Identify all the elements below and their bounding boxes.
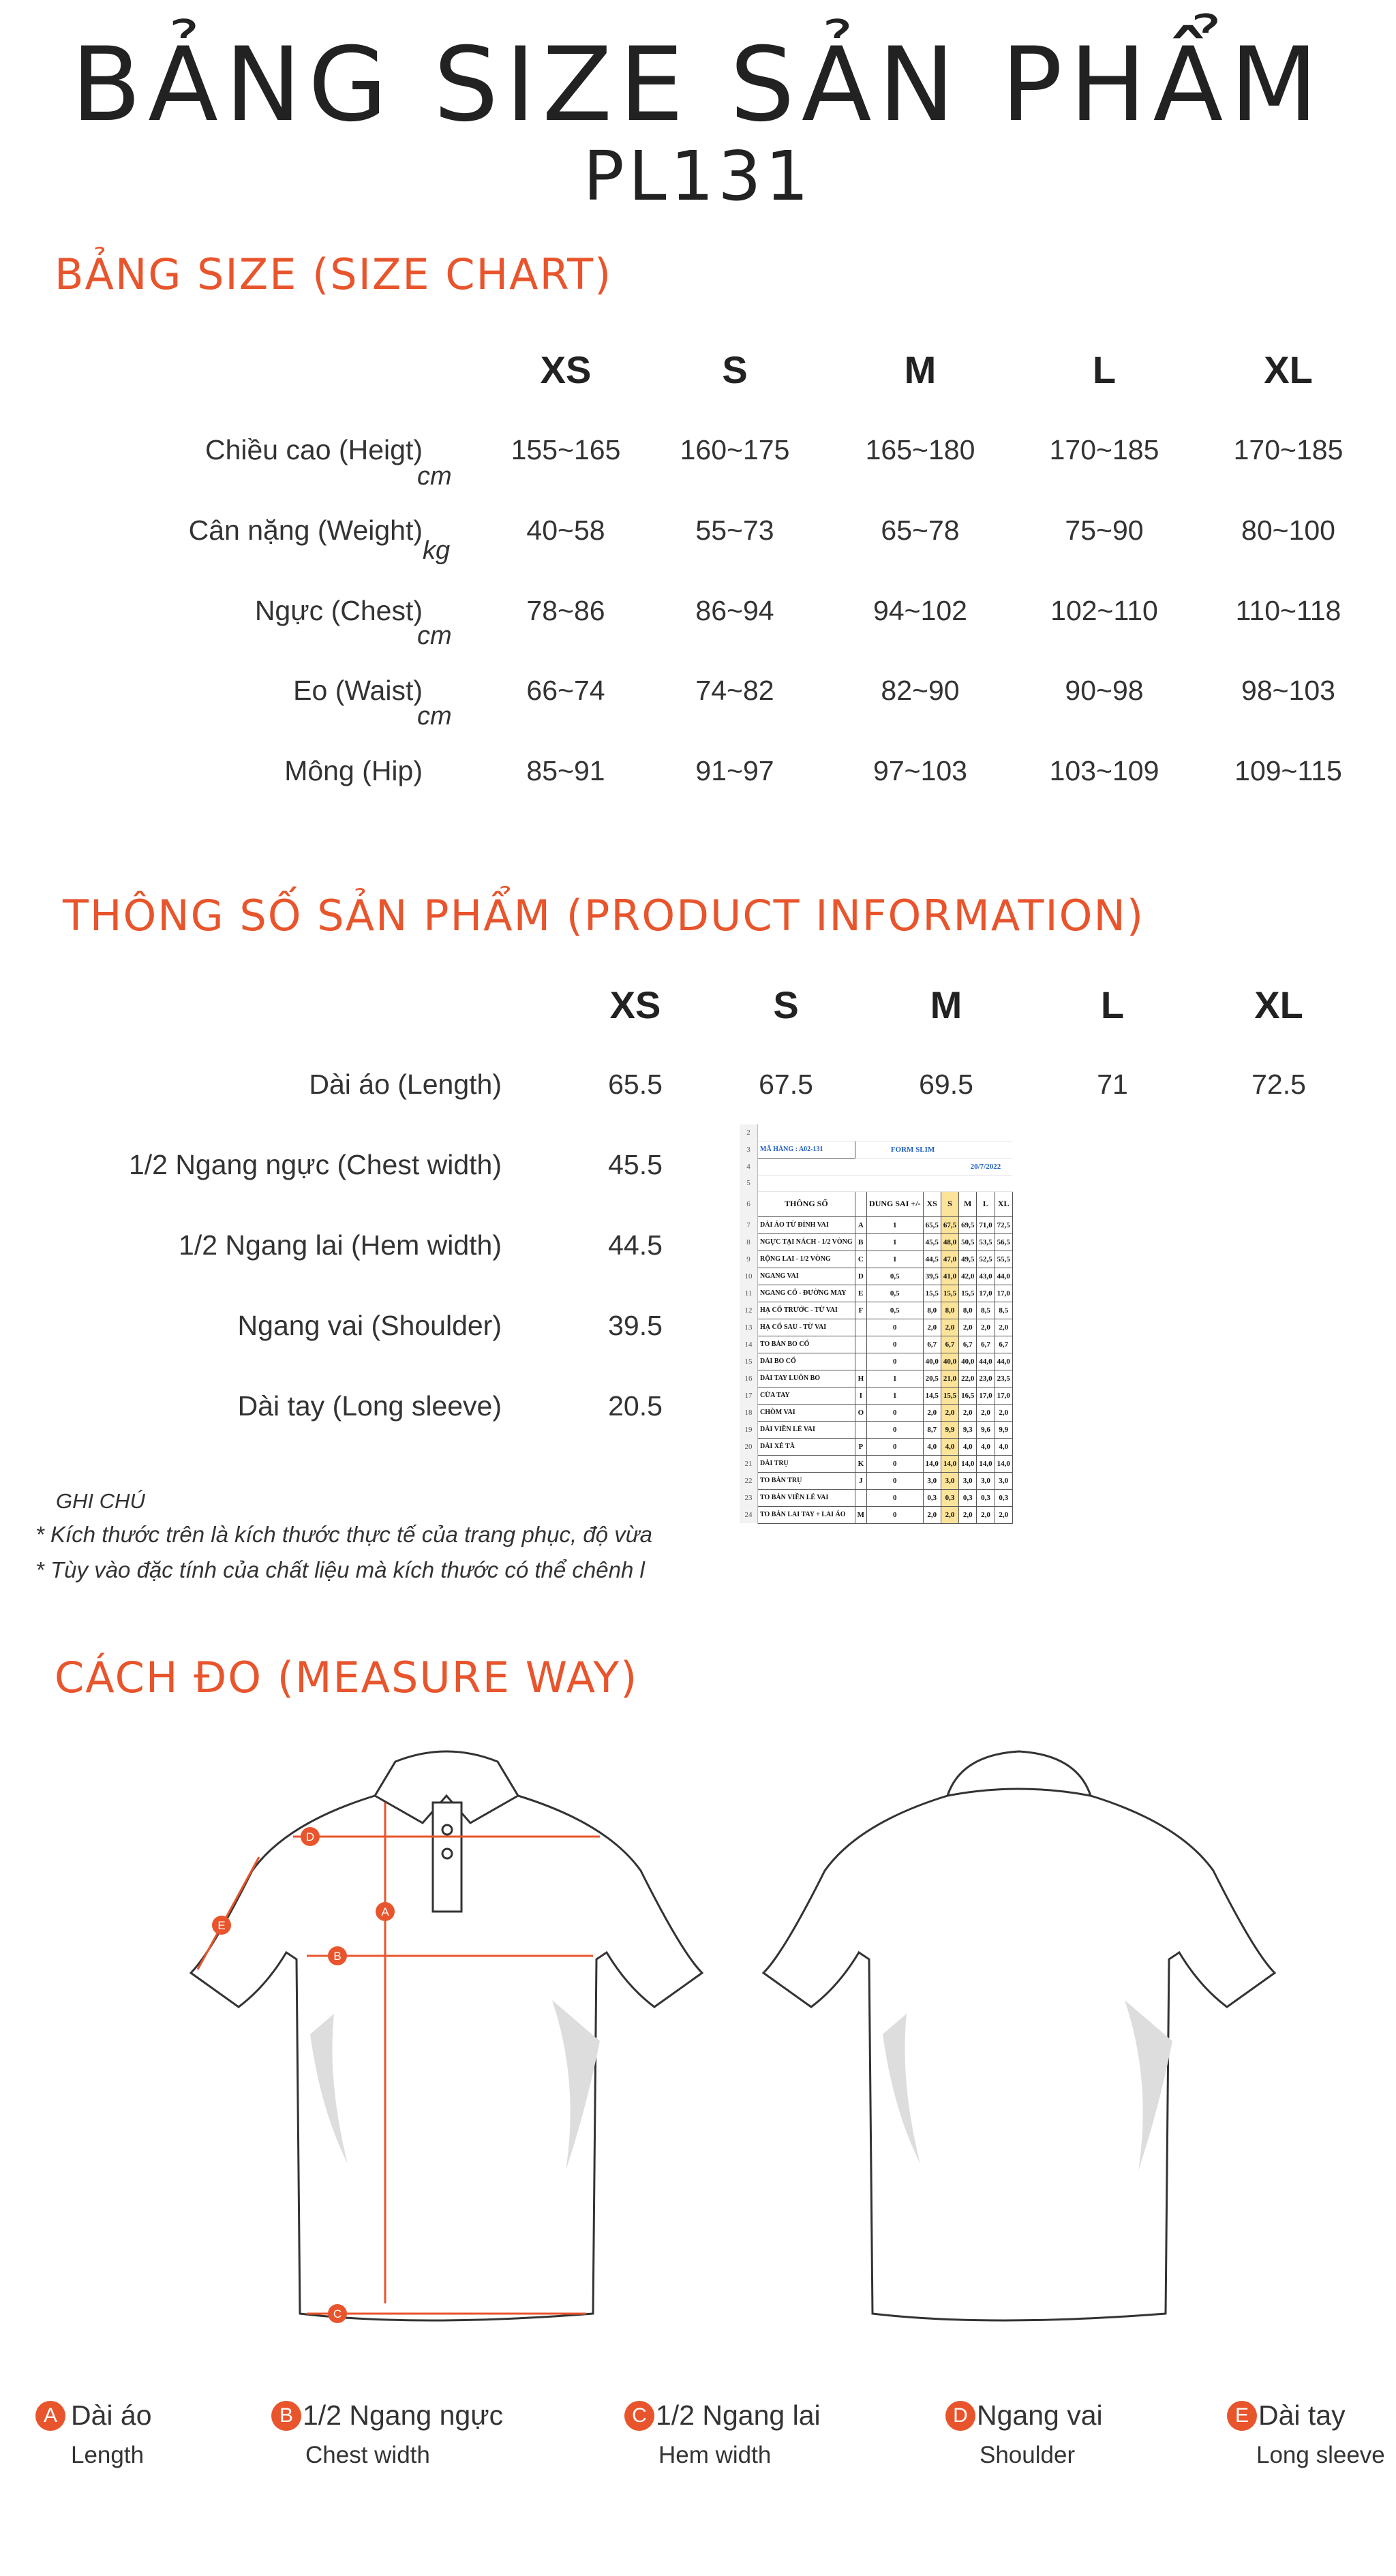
sheet-cell: 0 [867,1472,924,1489]
sheet-cell: 1 [867,1251,924,1268]
sheet-row-number: 22 [740,1472,758,1489]
info-cell: 20.5 [608,1390,663,1422]
sheet-cell: TO BẢN VIỀN LÉ VAI [758,1489,855,1506]
sheet-row [740,1472,1012,1489]
page-title: BẢNG SIZE SẢN PHẨM [71,26,1325,144]
legend-sub: Hem width [658,2442,772,2468]
sheet-cell: 3,0 [995,1472,1012,1489]
sheet-cell: 44,0 [995,1353,1012,1370]
sheet-row [740,1216,1012,1233]
size-row-label: Eo (Waist) [293,675,423,706]
size-row-unit: kg [423,536,451,565]
sheet-cell: 2,0 [977,1506,995,1523]
sheet-cell: 2,0 [977,1404,995,1421]
sheet-cell: 6,7 [995,1336,1012,1353]
polo-diagram [170,1728,1295,2341]
sheet-cell: C [855,1251,866,1268]
sheet-cell: 52,5 [977,1251,995,1268]
sheet-cell: 9,9 [995,1421,1012,1438]
sheet-cell: 47,0 [941,1251,958,1268]
sheet-ma-hang: MÃ HÀNG : A02-131 [758,1141,855,1158]
sheet-cell: 20,5 [923,1370,941,1387]
sheet-row-number: 9 [740,1251,758,1268]
sheet-cell: 0,3 [995,1489,1012,1506]
sheet-cell: 14,0 [995,1455,1012,1472]
sheet-cell: 4,0 [941,1438,958,1455]
sheet-header-cell: XS [923,1191,941,1216]
sheet-header-cell: XL [995,1191,1012,1216]
spreadsheet-table: 2 3 MÃ HÀNG : A02-131 FORM SLIM 4 20/7/2022 5 6 THÔNG SỐ DUNG SAI +/- XS S M L XL 7 DÀI ÁO TỪ ĐỈNH VAI A 1 65,5 67,5 69,5 71,0 72,5 8 NGỰC TẠI NÁCH - 1/2 VÒNG B 1 45,5 48,0 50,5 53,5 56,5 9 RỘNG LAI - 1/2 VÒNG C 1 44,5 47,0 49,5 52,5 55,5 10 NGANG VAI D 0,5 39,5 41,0 42,0 43,0 44,0 11 NGANG CỔ - ĐƯỜNG MAY E 0,5 15,5 15,5 15,5 17,0 17,0 12 HẠ CỔ TRƯỚC - TỪ VAI F 0,5 8,0 8,0 8,0 8,5 8,5 13 HẠ CỔ SAU - TỪ VAI 0 2,0 2,0 2,0 2,0 2,0 14 TO BẢN BO CỔ 0 6,7 6,7 6,7 6,7 6,7 15 DÀI BO CỔ 0 40,0 40,0 40,0 44,0 44,0 16 DÀI TAY LUÔN BO H 1 20,5 21,0 22,0 23,0 23,5 17 CỬA TAY I 1 14,5 15,5 16,5 17,0 17,0 18 CHÒM VAI O 0 2,0 2,0 2,0 2,0 2,0 19 DÀI VIỀN LÉ VAI 0 8,7 9,9 9,3 9,6 9,9 20 DÀI XẺ TÀ P 0 4,0 4,0 4,0 4,0 4,0 21 DÀI TRỤ K 0 14,0 14,0 14,0 14,0 14,0 22 TO BẢN TRỤ J 0 3,0 3,0 3,0 3,0 3,0 23 TO BẢN VIỀN LÉ VAI 0 0,3 0,3 0,3 0,3 0,3 24 TO BẢN LAI TAY + LAI ÁO M 0 2,0 2,0 2,0 2,0 2,0 [740,1124,1013,1524]
svg-text:B: B [333,1950,342,1963]
sheet-cell: 2,0 [923,1404,941,1421]
sheet-cell: 0 [867,1353,924,1370]
sheet-cell [855,1353,866,1370]
info-cell: 45.5 [608,1149,663,1180]
sheet-header-cell [855,1191,866,1216]
sheet-cell: 2,0 [959,1404,977,1421]
size-row-label: Ngực (Chest) [254,595,423,626]
measure-heading: CÁCH ĐO (MEASURE WAY) [55,1653,639,1702]
sheet-cell: 42,0 [959,1268,977,1285]
sheet-cell: 17,0 [977,1387,995,1404]
info-cell: 44.5 [608,1229,663,1261]
sheet-cell: 2,0 [995,1404,1012,1421]
sheet-row-number: 16 [740,1370,758,1387]
sheet-row [740,1353,1012,1370]
sheet-cell: 16,5 [959,1387,977,1404]
sheet-cell: TO BẢN LAI TAY + LAI ÁO [758,1506,855,1523]
sheet-cell: 9,3 [959,1421,977,1438]
sheet-cell: 44,5 [923,1251,941,1268]
sheet-row-number: 13 [740,1319,758,1336]
legend-label: 1/2 Ngang ngực [303,2399,504,2431]
size-cell: 103~109 [1049,755,1159,786]
sheet-cell: DÀI ÁO TỪ ĐỈNH VAI [758,1216,855,1233]
note-line: * Tùy vào đặc tính của chất liệu mà kích thước có thể chênh l [35,1557,645,1582]
sheet-header-cell: DUNG SAI +/- [867,1191,924,1216]
sheet-cell: 2,0 [959,1506,977,1523]
sheet-cell: 2,0 [995,1319,1012,1336]
sheet-cell: 3,0 [941,1472,958,1489]
sheet-cell: TO BẢN TRỤ [758,1472,855,1489]
sheet-row-number: 23 [740,1489,758,1506]
sheet-cell: 43,0 [977,1268,995,1285]
sheet-cell: 0 [867,1489,924,1506]
sheet-cell: B [855,1233,866,1251]
size-cell: 55~73 [695,515,774,546]
sheet-cell: K [855,1455,866,1472]
sheet-cell: M [855,1506,866,1523]
size-cell: 160~175 [680,434,790,465]
legend-label: Dài tay [1258,2399,1346,2431]
sheet-cell: 22,0 [959,1370,977,1387]
sheet-form: FORM SLIM [867,1141,959,1158]
sheet-row-number: 12 [740,1302,758,1319]
size-cell: 155~165 [511,434,621,465]
info-cell: 39.5 [608,1310,663,1341]
size-cell: 65~78 [881,515,960,546]
sheet-cell: 9,6 [977,1421,995,1438]
sheet-cell: 3,0 [923,1472,941,1489]
sheet-cell: DÀI BO CỔ [758,1353,855,1370]
sheet-row-number: 24 [740,1506,758,1523]
sheet-row-number: 19 [740,1421,758,1438]
info-row-label: 1/2 Ngang ngực (Chest width) [128,1149,502,1180]
sheet-cell: H [855,1370,866,1387]
sheet-cell: 69,5 [959,1216,977,1233]
sheet-cell: 71,0 [977,1216,995,1233]
sheet-cell: 0 [867,1319,924,1336]
sheet-cell: 2,0 [923,1319,941,1336]
legend-badge-b: B [271,2401,301,2431]
info-header-s: S [773,983,799,1026]
info-cell: 67.5 [759,1069,813,1100]
sheet-cell: 4,0 [977,1438,995,1455]
sheet-cell: CHÒM VAI [758,1404,855,1421]
sheet-cell [855,1336,866,1353]
sheet-cell: RỘNG LAI - 1/2 VÒNG [758,1251,855,1268]
sheet-cell: 2,0 [923,1506,941,1523]
size-cell: 102~110 [1050,595,1158,626]
sheet-cell: 17,0 [995,1285,1012,1302]
sheet-cell: 8,0 [959,1302,977,1319]
info-cell: 72.5 [1251,1069,1306,1100]
sheet-cell: 0 [867,1336,924,1353]
product-code: PL131 [583,136,813,216]
sheet-cell: 45,5 [923,1233,941,1251]
sheet-cell: 0 [867,1506,924,1523]
size-cell: 170~185 [1049,434,1159,465]
sheet-cell: 15,5 [959,1285,977,1302]
size-cell: 40~58 [526,515,605,546]
size-row-unit: cm [417,702,452,731]
sheet-cell: HẠ CỔ SAU - TỪ VAI [758,1319,855,1336]
sheet-cell: 0,3 [941,1489,958,1506]
sheet-cell: 4,0 [923,1438,941,1455]
sheet-cell: DÀI XẺ TÀ [758,1438,855,1455]
sheet-cell: P [855,1438,866,1455]
sheet-cell [855,1489,866,1506]
svg-text:C: C [333,2307,342,2320]
legend-badge-d: D [945,2401,975,2431]
sheet-header-cell: L [977,1191,995,1216]
sheet-date: 20/7/2022 [959,1158,1013,1175]
size-row-label: Cân nặng (Weight) [188,515,423,546]
size-cell: 74~82 [695,675,774,706]
size-header-m: M [904,348,937,391]
sheet-cell: 21,0 [941,1370,958,1387]
size-cell: 86~94 [695,595,774,626]
sheet-cell: 17,0 [995,1387,1012,1404]
size-cell: 66~74 [526,675,605,706]
sheet-cell: 56,5 [995,1233,1012,1251]
sheet-cell: 15,5 [941,1387,958,1404]
size-row-label: Mông (Hip) [284,755,423,786]
size-cell: 97~103 [873,755,967,786]
sheet-cell: TO BẢN BO CỔ [758,1336,855,1353]
size-row-label: Chiều cao (Heigt) [204,434,423,465]
sheet-cell: DÀI TRỤ [758,1455,855,1472]
info-cell: 65.5 [608,1069,663,1100]
sheet-cell: NGỰC TẠI NÁCH - 1/2 VÒNG [758,1233,855,1251]
info-header-l: L [1100,983,1125,1026]
sheet-row-number: 7 [740,1216,758,1233]
size-header-xs: XS [540,348,592,391]
sheet-cell: 14,5 [923,1387,941,1404]
sheet-cell: 53,5 [977,1233,995,1251]
info-row-label: Dài áo (Length) [309,1069,502,1100]
sheet-row-number: 8 [740,1233,758,1251]
sheet-cell: 17,0 [977,1285,995,1302]
sheet-cell: A [855,1216,866,1233]
info-header-m: M [930,983,962,1026]
sheet-cell: 9,9 [941,1421,958,1438]
sheet-row [740,1268,1012,1285]
sheet-cell: NGANG VAI [758,1268,855,1285]
sheet-cell: 2,0 [977,1319,995,1336]
note-title: GHI CHÚ [56,1489,145,1513]
sheet-cell: 8,7 [923,1421,941,1438]
sheet-row [740,1455,1012,1472]
size-cell: 170~185 [1233,434,1344,465]
size-cell: 165~180 [865,434,975,465]
sheet-cell: 15,5 [941,1285,958,1302]
sheet-cell: 6,7 [977,1336,995,1353]
sheet-cell: 0,5 [867,1302,924,1319]
sheet-cell: 1 [867,1387,924,1404]
svg-text:A: A [381,1905,389,1918]
sheet-row-number: 20 [740,1438,758,1455]
legend-sub: Shoulder [980,2442,1076,2468]
size-cell: 90~98 [1065,675,1144,706]
spec-spreadsheet [740,1124,1396,1585]
sheet-cell: 0 [867,1438,924,1455]
size-cell: 75~90 [1065,515,1144,546]
sheet-row [740,1302,1012,1319]
sheet-cell: DÀI VIỀN LÉ VAI [758,1421,855,1438]
sheet-row [740,1387,1012,1404]
sheet-cell: 8,5 [977,1302,995,1319]
sheet-cell: 2,0 [995,1506,1012,1523]
sheet-cell: 0,5 [867,1285,924,1302]
size-cell: 110~118 [1235,595,1341,626]
sheet-cell: 3,0 [977,1472,995,1489]
size-cell: 91~97 [695,755,774,786]
sheet-row-number: 17 [740,1387,758,1404]
note-line: * Kích thước trên là kích thước thực tế của trang phục, độ vừa [35,1522,652,1547]
sheet-cell: 40,0 [959,1353,977,1370]
sheet-cell: 1 [867,1370,924,1387]
sheet-cell: 4,0 [995,1438,1012,1455]
sheet-cell: 0 [867,1404,924,1421]
sheet-cell: 3,0 [959,1472,977,1489]
sheet-row [740,1233,1012,1251]
sheet-cell: 55,5 [995,1251,1012,1268]
sheet-cell: 1 [867,1216,924,1233]
info-row-label: Dài tay (Long sleeve) [237,1390,502,1422]
size-chart-heading: BẢNG SIZE (SIZE CHART) [55,249,613,299]
sheet-cell: 14,0 [941,1455,958,1472]
sheet-cell: 2,0 [941,1506,958,1523]
sheet-cell: J [855,1472,866,1489]
sheet-cell: 0 [867,1421,924,1438]
sheet-cell: 14,0 [959,1455,977,1472]
svg-text:D: D [305,1830,315,1843]
info-cell: 69.5 [919,1069,973,1100]
sheet-cell: 8,0 [923,1302,941,1319]
sheet-cell: 0,3 [977,1489,995,1506]
sheet-cell: 48,0 [941,1233,958,1251]
legend-label: 1/2 Ngang lai [656,2399,821,2431]
sheet-cell: 2,0 [959,1319,977,1336]
sheet-row-number: 21 [740,1455,758,1472]
sheet-cell: 41,0 [941,1268,958,1285]
size-cell: 82~90 [881,675,960,706]
sheet-row [740,1370,1012,1387]
back-shirt-drawing [763,1751,1275,2320]
sheet-row [740,1319,1012,1336]
sheet-row [740,1336,1012,1353]
size-cell: 98~103 [1241,675,1335,706]
sheet-row [740,1438,1012,1455]
sheet-row-number: 18 [740,1404,758,1421]
sheet-cell: 6,7 [941,1336,958,1353]
sheet-cell: F [855,1302,866,1319]
info-row-label: 1/2 Ngang lai (Hem width) [179,1229,502,1261]
info-row-label: Ngang vai (Shoulder) [237,1310,502,1341]
size-cell: 109~115 [1234,755,1342,786]
info-cell: 71 [1097,1069,1128,1100]
sheet-row [740,1506,1012,1523]
sheet-row [740,1404,1012,1421]
legend-sub: Chest width [305,2442,430,2468]
sheet-cell: D [855,1268,866,1285]
sheet-cell: 4,0 [959,1438,977,1455]
sheet-cell: 39,5 [923,1268,941,1285]
sheet-cell: 72,5 [995,1216,1012,1233]
size-row-unit: cm [417,462,452,491]
sheet-cell: 8,5 [995,1302,1012,1319]
sheet-cell: 14,0 [977,1455,995,1472]
sheet-cell: 0,3 [959,1489,977,1506]
sheet-header-cell: THÔNG SỐ [758,1191,855,1216]
sheet-cell: 40,0 [941,1353,958,1370]
sheet-cell [855,1421,866,1438]
size-row-unit: cm [417,622,452,650]
sheet-row-number: 15 [740,1353,758,1370]
sheet-row [740,1421,1012,1438]
sheet-cell: I [855,1387,866,1404]
size-cell: 80~100 [1241,515,1335,546]
product-info-heading: THÔNG SỐ SẢN PHẨM (PRODUCT INFORMATION) [63,891,1145,940]
sheet-cell: 6,7 [959,1336,977,1353]
sheet-cell: 0 [867,1455,924,1472]
sheet-cell: NGANG CỔ - ĐƯỜNG MAY [758,1285,855,1302]
info-header-xl: XL [1254,983,1303,1026]
sheet-header-cell: S [941,1191,958,1216]
sheet-cell: 40,0 [923,1353,941,1370]
info-header-xs: XS [609,983,661,1026]
sheet-row-number: 14 [740,1336,758,1353]
sheet-cell: 23,5 [995,1370,1012,1387]
sheet-header-cell: M [959,1191,977,1216]
size-header-l: L [1092,348,1117,391]
sheet-cell: 0,3 [923,1489,941,1506]
sheet-row [740,1251,1012,1268]
sheet-cell: 44,0 [995,1268,1012,1285]
sheet-row-number: 11 [740,1285,758,1302]
legend-label: Ngang vai [977,2399,1103,2431]
sheet-cell: CỬA TAY [758,1387,855,1404]
legend-sub: Length [71,2442,145,2468]
sheet-cell: 2,0 [941,1319,958,1336]
sheet-cell: E [855,1285,866,1302]
sheet-cell [855,1319,866,1336]
sheet-cell: 0,5 [867,1268,924,1285]
sheet-cell: 6,7 [923,1336,941,1353]
sheet-cell: HẠ CỔ TRƯỚC - TỪ VAI [758,1302,855,1319]
sheet-row-number: 10 [740,1268,758,1285]
sheet-cell: 23,0 [977,1370,995,1387]
sheet-cell: O [855,1404,866,1421]
sheet-cell: 67,5 [941,1216,958,1233]
legend-label: Dài áo [71,2399,152,2431]
sheet-cell: 65,5 [923,1216,941,1233]
size-header-s: S [722,348,748,391]
size-cell: 94~102 [873,595,967,626]
sheet-cell: 44,0 [977,1353,995,1370]
legend-badge-a: A [35,2401,65,2431]
sheet-row [740,1489,1012,1506]
sheet-cell: 1 [867,1233,924,1251]
sheet-cell: 49,5 [959,1251,977,1268]
size-cell: 78~86 [526,595,605,626]
size-cell: 85~91 [526,755,605,786]
legend-badge-e: E [1227,2401,1257,2431]
sheet-cell: 50,5 [959,1233,977,1251]
legend-sub: Long sleeve [1256,2442,1385,2468]
size-header-xl: XL [1264,348,1313,391]
sheet-cell: 15,5 [923,1285,941,1302]
sheet-cell: 14,0 [923,1455,941,1472]
sheet-cell: 2,0 [941,1404,958,1421]
legend-badge-c: C [624,2401,654,2431]
svg-text:E: E [217,1919,226,1932]
sheet-cell: 8,0 [941,1302,958,1319]
sheet-row [740,1285,1012,1302]
sheet-cell: DÀI TAY LUÔN BO [758,1370,855,1387]
